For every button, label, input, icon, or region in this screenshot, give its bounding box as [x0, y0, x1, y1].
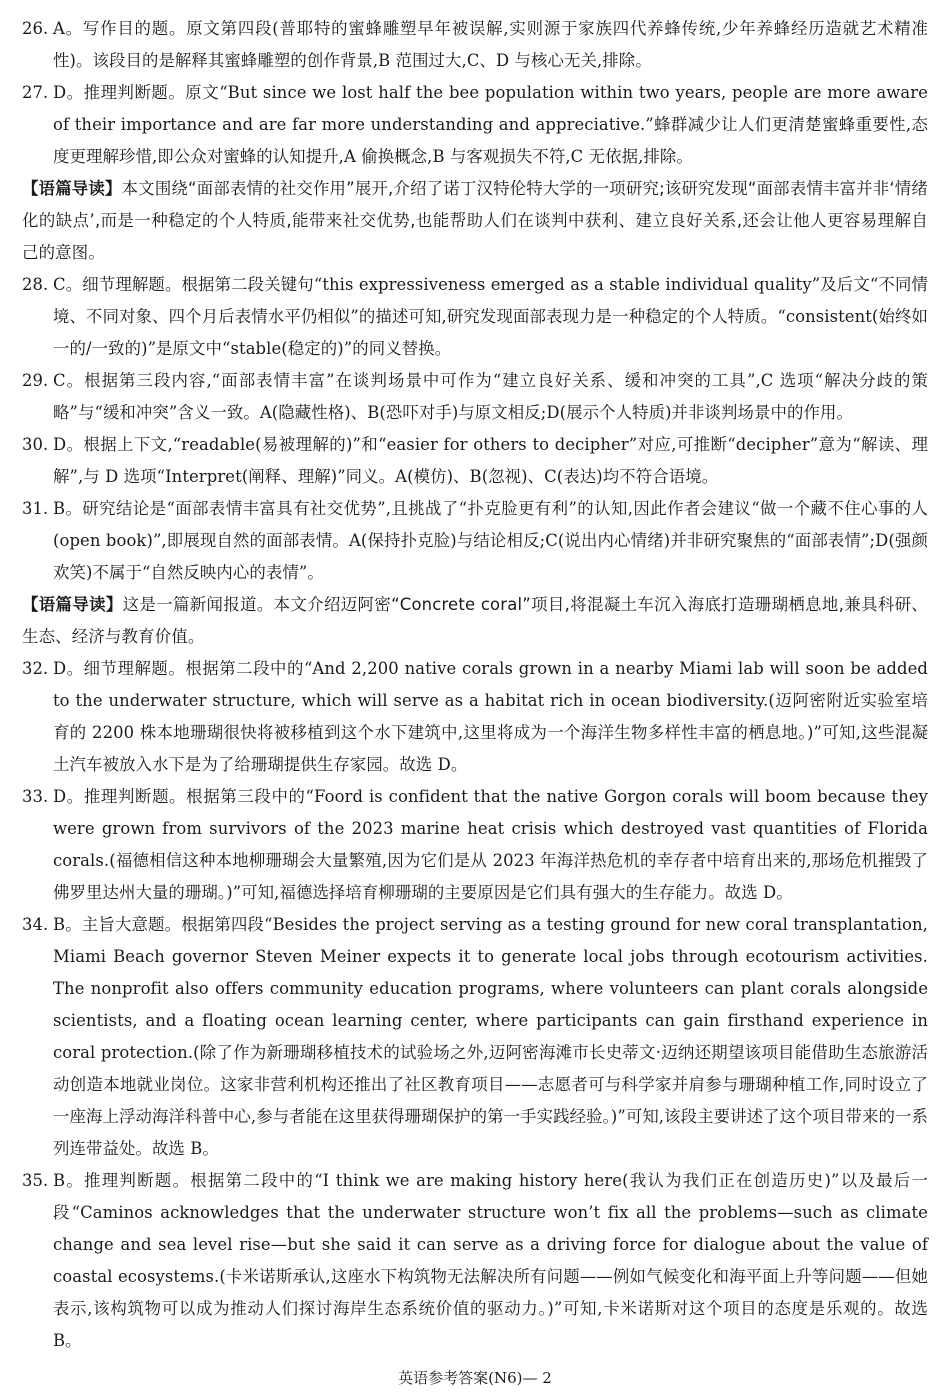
- passage-guide-1: [22, 173, 928, 269]
- answer-item-30: [22, 429, 928, 493]
- item-number: 28.: [22, 275, 49, 294]
- item-explanation: B。研究结论是“面部表情丰富具有社交优势”,且挑战了“扑克脸更有利”的认知,因此作者会建议“做一个藏不住心事的人(open book)”,即展现自然的面部表情。A(保持扑克脸)与结论相反;C(说出内心情绪)并非研究聚焦的“面部表情”;D(强颜欢笑)不属于“自然反映内心的表情”。: [53, 499, 928, 582]
- item-explanation: C。根据第三段内容,“面部表情丰富”在谈判场景中可作为“建立良好关系、缓和冲突的工具”,C 选项“解决分歧的策略”与“缓和冲突”含义一致。A(隐藏性格)、B(恐吓对手)与原文相反;D(展示个人特质)并非谈判场景中的作用。: [53, 371, 928, 422]
- answer-item-32: [22, 653, 928, 781]
- item-explanation: D。推理判断题。原文“But since we lost half the bee population within two years, people are more aware of their importance and are far more understanding and appreciative.”蜂群减少让人们更清楚蜜蜂重要性,态度更理解珍惜,即公众对蜜蜂的认知提升,A 偷换概念,B 与客观损失不符,C 无依据,排除。: [53, 83, 928, 166]
- item-number: 31.: [22, 499, 49, 518]
- answer-item-29: [22, 365, 928, 429]
- item-explanation: A。写作目的题。原文第四段(普耶特的蜜蜂雕塑早年被误解,实则源于家族四代养蜂传统,少年养蜂经历造就艺术精准性)。该段目的是解释其蜜蜂雕塑的创作背景,B 范围过大,C、D 与核心无关,排除。: [53, 19, 928, 70]
- item-number: 29.: [22, 371, 49, 390]
- guide-text: 这是一篇新闻报道。本文介绍迈阿密“Concrete coral”项目,将混凝土车沉入海底打造珊瑚栖息地,兼具科研、生态、经济与教育价值。: [22, 595, 929, 646]
- answer-item-28: [22, 269, 928, 365]
- item-explanation: B。推理判断题。根据第二段中的“I think we are making history here(我认为我们正在创造历史)”以及最后一段“Caminos acknowledges that the underwater structure won’t fix all the problems—such as climate change and sea level rise—but she said it can serve as a driving force for dialogue about the value of coastal ecosystems.(卡米诺斯承认,这座水下构筑物无法解决所有问题——例如气候变化和海平面上升等问题——但她表示,该构筑物可以成为推动人们探讨海岸生态系统价值的驱动力。)”可知,卡米诺斯对这个项目的态度是乐观的。故选 B。: [53, 1171, 928, 1350]
- guide-text: 本文围绕“面部表情的社交作用”展开,介绍了诺丁汉特伦特大学的一项研究;该研究发现“面部表情丰富并非‘情绪化的缺点’,而是一种稳定的个人特质,能带来社交优势,也能帮助人们在谈判中获利、建立良好关系,还会让他人更容易理解自己的意图。: [22, 179, 928, 262]
- answer-item-33: [22, 781, 928, 909]
- item-explanation: D。根据上下文,“readable(易被理解的)”和“easier for others to decipher”对应,可推断“decipher”意为“解读、理解”,与 D 选项“Interpret(阐释、理解)”同义。A(模仿)、B(忽视)、C(表达)均不符合语境。: [53, 435, 928, 486]
- answer-item-27: [22, 77, 928, 173]
- item-explanation: D。推理判断题。根据第三段中的“Foord is confident that the native Gorgon corals will boom because they were grown from survivors of the 2023 marine heat crisis which destroyed vast quantities of Florida corals.(福德相信这种本地柳珊瑚会大量繁殖,因为它们是从 2023 年海洋热危机的幸存者中培育出来的,那场危机摧毁了佛罗里达州大量的珊瑚。)”可知,福德选择培育柳珊瑚的主要原因是它们具有强大的生存能力。故选 D。: [53, 787, 928, 902]
- item-number: 33.: [22, 787, 49, 806]
- item-number: 27.: [22, 83, 49, 102]
- item-explanation: C。细节理解题。根据第二段关键句“this expressiveness emerged as a stable individual quality”及后文“不同情境、不同对象、四个月后表情水平仍相似”的描述可知,研究发现面部表现力是一种稳定的个人特质。“consistent(始终如一的/一致的)”是原文中“stable(稳定的)”的同义替换。: [53, 275, 928, 358]
- answer-item-31: [22, 493, 928, 589]
- item-number: 35.: [22, 1171, 49, 1190]
- passage-guide-2: [22, 589, 928, 653]
- item-number: 34.: [22, 915, 49, 934]
- guide-tag: 【语篇导读】: [22, 179, 122, 198]
- answer-item-35: [22, 1165, 928, 1357]
- answer-item-34: [22, 909, 928, 1165]
- item-explanation: D。细节理解题。根据第二段中的“And 2,200 native corals grown in a nearby Miami lab will soon be added to the underwater structure, which will serve as a habitat rich in ocean biodiversity.(迈阿密附近实验室培育的 2200 株本地珊瑚很快将被移植到这个水下建筑中,这里将成为一个海洋生物多样性丰富的栖息地。)”可知,这些混凝土汽车被放入水下是为了给珊瑚提供生存家园。故选 D。: [53, 659, 928, 774]
- answer-item-26: [22, 13, 928, 77]
- item-number: 30.: [22, 435, 49, 454]
- guide-tag: 【语篇导读】: [22, 595, 123, 614]
- item-number: 26.: [22, 19, 49, 38]
- page-footer: 英语参考答案(N6)— 2: [398, 1369, 552, 1387]
- item-number: 32.: [22, 659, 49, 678]
- item-explanation: B。主旨大意题。根据第四段“Besides the project serving as a testing ground for new coral transplantation, Miami Beach governor Steven Meiner expects it to generate local jobs through ecotourism activities. The nonprofit also offers community education programs, where volunteers can plant corals alongside scientists, and a floating ocean learning center, where participants can gain firsthand experience in coral protection.(除了作为新珊瑚移植技术的试验场之外,迈阿密海滩市长史蒂文·迈纳还期望该项目能借助生态旅游活动创造本地就业岗位。这家非营利机构还推出了社区教育项目——志愿者可与科学家并肩参与珊瑚种植工作,同时设立了一座海上浮动海洋科普中心,参与者能在这里获得珊瑚保护的第一手实践经验。)”可知,该段主要讲述了这个项目带来的一系列连带益处。故选 B。: [53, 915, 928, 1158]
